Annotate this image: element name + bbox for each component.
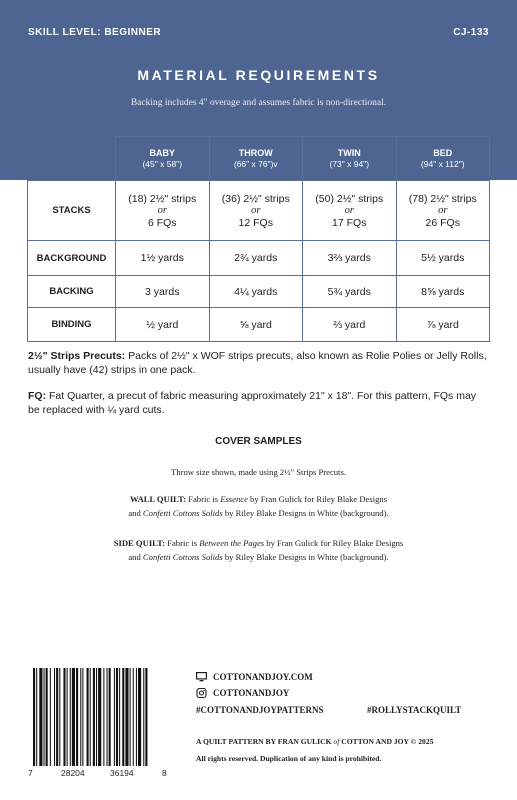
- table-row: [28, 181, 490, 241]
- table-row: [28, 241, 490, 276]
- pattern-credit: A QUILT PATTERN BY FRAN GULICK of COTTON AND JOY © 2025: [196, 737, 434, 746]
- table-cell: ⅔ yard: [303, 308, 397, 342]
- barcode-bar: [44, 668, 45, 766]
- barcode-bar: [76, 668, 78, 766]
- barcode-bar: [93, 668, 95, 766]
- barcode-bar: [72, 668, 75, 766]
- barcode-bar: [116, 668, 118, 766]
- table-cell: 3⅔ yards: [303, 241, 397, 276]
- col-twin: TWIN (73" x 94"): [303, 137, 397, 181]
- barcode-bar: [133, 668, 134, 766]
- barcode-bar: [96, 668, 97, 766]
- barcode-bar: [50, 668, 51, 766]
- material-table: [27, 136, 490, 342]
- website-link[interactable]: COTTONANDJOY.COM: [196, 672, 313, 682]
- table-cell: (36) 2½" strips or 12 FQs: [209, 181, 303, 241]
- barcode-bar: [130, 668, 131, 766]
- instagram-link[interactable]: COTTONANDJOY: [196, 688, 289, 698]
- table-cell: (78) 2½" strips or 26 FQs: [396, 181, 490, 241]
- barcode-bar: [67, 668, 68, 766]
- barcode-bar: [122, 668, 124, 766]
- row-label-background: BACKGROUND: [28, 241, 116, 276]
- barcode-bar: [145, 668, 147, 766]
- barcode-bar: [70, 668, 71, 766]
- rights-notice: All rights reserved. Duplication of any kind is prohibited.: [196, 754, 382, 763]
- barcode-bar: [46, 668, 48, 766]
- table-cell: 1½ yards: [116, 241, 210, 276]
- barcode-bar: [82, 668, 83, 766]
- row-label-binding: BINDING: [28, 308, 116, 342]
- table-cell: ⅝ yard: [209, 308, 303, 342]
- cover-samples-title: COVER SAMPLES: [215, 436, 302, 447]
- wall-quilt-note: WALL QUILT: Fabric is Essence by Fran Gulick for Riley Blake Designs and Confetti Cottons Solids by Riley Blake Designs in White (background).: [128, 494, 389, 518]
- col-baby: BABY (45" x 58"): [116, 137, 210, 181]
- backing-note: Backing includes 4" overage and assumes fabric is non-directional.: [130, 98, 387, 108]
- table-header-row: [28, 137, 490, 181]
- barcode: [33, 668, 171, 766]
- barcode-bar: [107, 668, 108, 766]
- page-title: MATERIAL REQUIREMENTS: [137, 67, 380, 83]
- barcode-bar: [36, 668, 37, 766]
- barcode-bar: [90, 668, 91, 766]
- barcode-digit: 7: [28, 768, 33, 778]
- barcode-digit: 8: [162, 768, 167, 778]
- barcode-bar: [98, 668, 101, 766]
- table-cell: 8⅝ yards: [396, 276, 490, 308]
- row-label-stacks: STACKS: [28, 181, 116, 241]
- row-label-backing: BACKING: [28, 276, 116, 308]
- side-quilt-note: SIDE QUILT: Fabric is Between the Pages by Fran Gulick for Riley Blake Designs and Confetti Cottons Solids by Riley Blake Designs in White (background).: [113, 538, 404, 562]
- table-cell: (18) 2½" strips or 6 FQs: [116, 181, 210, 241]
- barcode-bar: [138, 668, 141, 766]
- table-cell: ½ yard: [116, 308, 210, 342]
- barcode-bar: [54, 668, 55, 766]
- barcode-bar: [56, 668, 58, 766]
- table-corner: [28, 137, 116, 181]
- table-cell: ⅞ yard: [396, 308, 490, 342]
- barcode-bar: [119, 668, 120, 766]
- hashtag-patterns[interactable]: #COTTONANDJOYPATTERNS: [196, 705, 324, 715]
- barcode-bar: [143, 668, 144, 766]
- barcode-bar: [103, 668, 104, 766]
- instagram-icon: [196, 688, 207, 698]
- table-cell: 5¾ yards: [303, 276, 397, 308]
- table-cell: 5½ yards: [396, 241, 490, 276]
- table-cell: 4¼ yards: [209, 276, 303, 308]
- col-bed: BED (94" x 112"): [396, 137, 490, 181]
- table-row: [28, 276, 490, 308]
- col-throw: THROW (66" x 76")v: [209, 137, 303, 181]
- barcode-bar: [125, 668, 128, 766]
- table-cell: 3 yards: [116, 276, 210, 308]
- strips-precut-note: 2½" Strips Precuts: Packs of 2½" x WOF strips precuts, also known as Rolie Polies or Jelly Rolls, usually have (42) strips in one pack.: [28, 350, 487, 376]
- table-row: [28, 308, 490, 342]
- table-cell: (50) 2½" strips or 17 FQs: [303, 181, 397, 241]
- barcode-digit: 36194: [110, 768, 134, 778]
- barcode-bar: [114, 668, 115, 766]
- barcode-bar: [33, 668, 35, 766]
- barcode-digit: 28204: [61, 768, 85, 778]
- barcode-bar: [80, 668, 81, 766]
- barcode-bar: [59, 668, 60, 766]
- skill-level: SKILL LEVEL: BEGINNER: [28, 27, 162, 38]
- hashtag-quilt[interactable]: #ROLLYSTACKQUILT: [367, 705, 462, 715]
- pattern-code: CJ-133: [453, 27, 489, 38]
- barcode-bar: [87, 668, 89, 766]
- barcode-bar: [39, 668, 42, 766]
- fq-note: FQ: Fat Quarter, a precut of fabric measuring approximately 21" x 18". For this pattern, FQs may be replaced with ¼ yard cuts.: [28, 390, 477, 416]
- monitor-icon: [196, 672, 207, 682]
- barcode-bar: [136, 668, 137, 766]
- table-cell: 2¾ yards: [209, 241, 303, 276]
- throw-size-note: Throw size shown, made using 2½" Strips Precuts.: [171, 467, 346, 477]
- barcode-bar: [63, 668, 65, 766]
- barcode-bar: [109, 668, 111, 766]
